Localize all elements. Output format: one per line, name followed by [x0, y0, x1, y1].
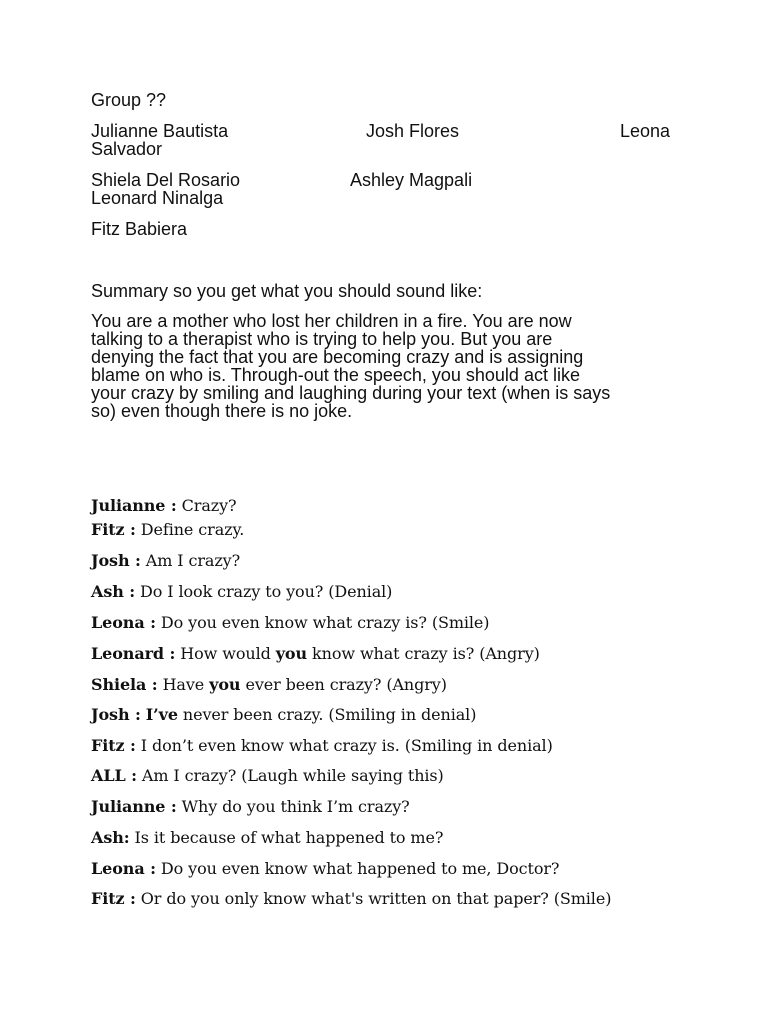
summary-line: You are a mother who lost her children in a fire. You are now — [91, 311, 572, 331]
dialogue-line — [91, 736, 553, 756]
dialogue-speaker: Julianne : — [91, 797, 177, 816]
member-shiela: Shiela Del Rosario — [91, 170, 241, 190]
dialogue-speaker: Fitz : — [91, 889, 136, 908]
dialogue-emphasis: I’ve — [145, 705, 178, 724]
dialogue-text: Have — [157, 675, 210, 694]
dialogue-text-tail: never been crazy. (Smiling in denial) — [177, 705, 477, 724]
dialogue-speaker: Ash : — [91, 582, 136, 601]
dialogue-emphasis: you — [209, 675, 241, 694]
member-leonard: Leonard Ninalga — [91, 188, 224, 208]
dialogue-line — [91, 766, 444, 786]
member-leona-surname: Salvador — [91, 139, 163, 159]
dialogue-text: Is it because of what happened to me? — [129, 828, 444, 847]
dialogue-speaker: Josh : — [91, 551, 141, 570]
dialogue-text: Or do you only know what's written on that paper? (Smile) — [135, 889, 612, 908]
dialogue-speaker: ALL : — [91, 766, 137, 785]
dialogue-line — [91, 582, 392, 602]
dialogue-speaker: Shiela : — [91, 675, 158, 694]
dialogue-line — [91, 644, 540, 664]
member-ashley: Ashley Magpali — [350, 170, 473, 190]
dialogue-speaker: Ash: — [91, 828, 130, 847]
dialogue-line — [91, 496, 237, 516]
dialogue-emphasis: you — [275, 644, 308, 663]
dialogue-line — [91, 705, 476, 725]
member-leona: Leona — [620, 121, 671, 141]
dialogue-text: Am I crazy? — [140, 551, 241, 570]
dialogue-text: How would — [175, 644, 276, 663]
dialogue-line — [91, 675, 447, 695]
dialogue-text: Define crazy. — [135, 520, 245, 539]
dialogue-text: Why do you think I’m crazy? — [176, 797, 410, 816]
dialogue-text: Do you even know what happened to me, Doctor? — [155, 859, 560, 878]
dialogue-text: Do I look crazy to you? (Denial) — [135, 582, 393, 601]
member-josh: Josh Flores — [366, 121, 460, 141]
summary-line: talking to a therapist who is trying to help you. But you are — [91, 329, 553, 349]
dialogue-line — [91, 859, 559, 879]
dialogue-speaker: Fitz : — [91, 520, 136, 539]
dialogue-speaker: Leonard : — [91, 644, 176, 663]
member-julianne: Julianne Bautista — [91, 121, 229, 141]
group-label: Group ?? — [91, 90, 167, 110]
dialogue-text: I don’t even know what crazy is. (Smiling in denial) — [135, 736, 553, 755]
dialogue-line — [91, 889, 611, 909]
dialogue-speaker: Julianne : — [91, 496, 177, 515]
dialogue-speaker: Leona : — [91, 613, 156, 632]
dialogue-text: Crazy? — [176, 496, 237, 515]
dialogue-speaker: Leona : — [91, 859, 156, 878]
dialogue-line — [91, 797, 410, 817]
summary-line: blame on who is. Through-out the speech, you should act like — [91, 365, 580, 385]
dialogue-text: Am I crazy? (Laugh while saying this) — [136, 766, 444, 785]
summary-line: denying the fact that you are becoming crazy and is assigning — [91, 347, 584, 367]
dialogue-speaker: Fitz : — [91, 736, 136, 755]
dialogue-line — [91, 551, 240, 571]
dialogue-line — [91, 828, 443, 848]
summary-line: so) even though there is no joke. — [91, 401, 353, 421]
dialogue-text-tail: know what crazy is? (Angry) — [307, 644, 540, 663]
dialogue-line — [91, 613, 489, 633]
dialogue-speaker: Josh : — [91, 705, 141, 724]
dialogue-line — [91, 520, 244, 540]
member-fitz: Fitz Babiera — [91, 219, 188, 239]
summary-line: your crazy by smiling and laughing during your text (when is says — [91, 383, 611, 403]
summary-paragraph — [91, 312, 681, 420]
dialogue-text-tail: ever been crazy? (Angry) — [240, 675, 447, 694]
dialogue-text: Do you even know what crazy is? (Smile) — [155, 613, 490, 632]
summary-heading: Summary so you get what you should sound like: — [91, 281, 483, 301]
